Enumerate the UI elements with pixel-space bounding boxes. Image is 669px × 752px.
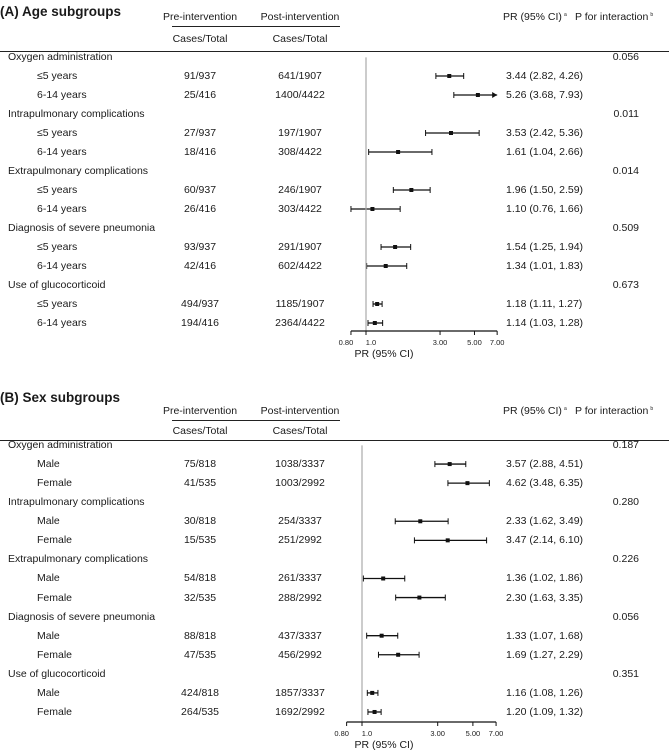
pr-ci-header [503, 405, 567, 417]
post-cases-total-text: 456/2992 [278, 648, 322, 661]
x-tick-label-text: 3.00 [432, 338, 448, 347]
point-estimate [465, 481, 469, 485]
p-interaction-header [575, 11, 653, 23]
pr-ci-text-text: 3.47 (2.14, 6.10) [506, 534, 584, 547]
p-interaction-value-text: 0.226 [612, 553, 639, 566]
point-estimate [446, 538, 450, 542]
group-label-text: Extrapulmonary complications [8, 553, 149, 566]
p-interaction-header-text: P for interaction [575, 11, 649, 23]
pre-cases-total [181, 298, 219, 310]
subgroup-label-text: ≤5 years [37, 127, 78, 139]
point-estimate [393, 245, 397, 249]
subgroup-label [37, 184, 77, 196]
subgroup-label [37, 706, 72, 718]
group-label-text: Oxygen administration [8, 439, 113, 451]
pr-ci-text [506, 687, 583, 699]
x-tick-label [433, 338, 448, 347]
footnote-marker: a [563, 12, 567, 18]
subgroup-label-text: ≤5 years [37, 184, 78, 196]
pre-cases-total [184, 477, 216, 489]
x-tick-label-text: 7.00 [488, 729, 504, 738]
pr-ci-text [506, 649, 583, 661]
pre-cases-total [184, 146, 216, 158]
x-tick-label [466, 729, 481, 738]
post-cases-total-text: 246/1907 [278, 184, 322, 196]
x-tick-label [339, 338, 354, 347]
p-interaction-value [614, 108, 640, 120]
pre-cases-total-text: 27/937 [183, 127, 217, 139]
post-cases-total-text: 2364/4422 [275, 317, 325, 329]
pr-ci-text-text: 1.18 (1.11, 1.27) [506, 298, 583, 310]
subgroup-label-text: Female [37, 534, 73, 547]
p-interaction-value-text: 0.014 [612, 165, 639, 177]
post-cases-total-text: 602/4422 [278, 260, 322, 272]
group-label-text: Oxygen administration [8, 51, 113, 63]
x-tick-label [362, 729, 372, 738]
subgroup-label-text: Male [37, 458, 60, 471]
pr-ci-text [506, 203, 583, 215]
post-cases-total [278, 572, 322, 584]
point-estimate [375, 302, 379, 306]
p-interaction-value [613, 439, 639, 451]
panel-title-text: (A) Age subgroups [0, 4, 121, 19]
pr-ci-text-text: 3.53 (2.42, 5.36) [506, 127, 584, 139]
group-label [8, 279, 105, 291]
pr-ci-text-text: 1.34 (1.01, 1.83) [506, 260, 584, 272]
pr-ci-text-text: 2.33 (1.62, 3.49) [506, 515, 584, 528]
x-axis-label [355, 348, 414, 360]
pr-ci-text [506, 298, 582, 310]
post-cases-total [276, 298, 325, 310]
subgroup-label-text: Male [37, 686, 60, 699]
subgroup-label-text: Female [37, 705, 73, 718]
pr-ci-text [506, 146, 583, 158]
pre-cases-total [184, 260, 216, 272]
pr-ci-text-text: 1.61 (1.04, 2.66) [506, 146, 584, 158]
pr-ci-text-text: 1.20 (1.09, 1.32) [506, 705, 584, 718]
group-label [8, 222, 155, 234]
x-tick-label-text: 0.80 [334, 729, 349, 738]
group-label [8, 611, 155, 623]
p-interaction-value [613, 279, 639, 291]
x-tick-label [490, 338, 505, 347]
subgroup-label [37, 572, 60, 584]
pre-cases-total [181, 706, 219, 718]
post-cases-total-text: 254/3337 [278, 515, 322, 528]
pre-cases-total [184, 534, 216, 546]
point-estimate [370, 691, 374, 695]
point-estimate [373, 710, 377, 714]
pr-ci-text-text: 1.36 (1.02, 1.86) [506, 572, 584, 585]
pr-ci-text [506, 592, 583, 604]
point-estimate [381, 576, 385, 580]
column-group-underline [172, 420, 340, 421]
pre-cases-total-text: 42/416 [183, 260, 217, 272]
subgroup-label-text: Male [37, 629, 60, 642]
pre-intervention-header-text: Pre-intervention [162, 405, 238, 417]
pre-cases-total [184, 458, 216, 470]
pr-ci-text-text: 4.62 (3.48, 6.35) [506, 477, 584, 490]
post-cases-total-header [273, 425, 328, 437]
pre-cases-total-text: 54/818 [183, 572, 217, 585]
subgroup-label-text: 6-14 years [37, 317, 87, 329]
pre-cases-total-text: 93/937 [183, 241, 217, 253]
post-cases-total [275, 706, 325, 718]
pre-intervention-header [163, 405, 237, 417]
pr-ci-text-text: 1.10 (0.76, 1.66) [506, 203, 584, 215]
post-cases-total [278, 127, 322, 139]
pr-ci-text [506, 260, 583, 272]
p-interaction-value [613, 553, 639, 565]
pr-ci-text-text: 3.57 (2.88, 4.51) [506, 458, 584, 471]
post-cases-total-header-text: Cases/Total [272, 425, 328, 437]
post-cases-total-text: 1400/4422 [275, 89, 325, 101]
group-label [8, 496, 145, 508]
pre-cases-total-text: 194/416 [181, 317, 219, 329]
pre-cases-total-text: 32/535 [183, 591, 217, 604]
post-cases-total-text: 1857/3337 [275, 686, 325, 699]
post-intervention-header [261, 11, 340, 23]
post-cases-total-text: 197/1907 [278, 127, 322, 139]
subgroup-label [37, 146, 87, 158]
x-tick-label [334, 729, 349, 738]
post-cases-total-text: 303/4422 [278, 203, 322, 215]
pre-cases-total-text: 91/937 [183, 70, 217, 82]
post-cases-total-text: 261/3337 [278, 572, 322, 585]
pre-cases-total [184, 649, 216, 661]
subgroup-label [37, 89, 87, 101]
p-interaction-header-text: P for interaction [575, 405, 649, 417]
p-interaction-header [575, 405, 653, 417]
subgroup-label [37, 298, 77, 310]
p-interaction-value-text: 0.056 [612, 610, 639, 623]
subgroup-label-text: Female [37, 477, 73, 490]
pr-ci-text-text: 1.33 (1.07, 1.68) [506, 629, 584, 642]
subgroup-label-text: 6-14 years [37, 260, 87, 272]
p-interaction-value [613, 611, 639, 623]
pre-cases-total [181, 687, 219, 699]
subgroup-label [37, 630, 60, 642]
pre-cases-total-text: 264/535 [181, 705, 219, 718]
group-label [8, 165, 148, 177]
subgroup-label-text: Female [37, 591, 73, 604]
pr-ci-text [506, 630, 583, 642]
subgroup-label [37, 241, 77, 253]
post-cases-total [278, 146, 322, 158]
x-tick-label-text: 5.00 [467, 338, 482, 347]
point-estimate [373, 321, 377, 325]
x-axis-label-text: PR (95% CI) [354, 739, 414, 751]
p-interaction-value-text: 0.280 [612, 496, 639, 509]
x-tick-label-text: 1.0 [361, 729, 373, 738]
pr-ci-text-text: 1.14 (1.03, 1.28) [506, 317, 584, 329]
post-cases-total [278, 515, 322, 527]
pre-cases-total-header [173, 33, 228, 45]
subgroup-label-text: ≤5 years [37, 241, 78, 253]
pre-cases-total-text: 60/937 [183, 184, 217, 196]
pre-cases-total-text: 41/535 [183, 477, 217, 490]
post-intervention-header [261, 405, 340, 417]
pre-cases-total [184, 70, 216, 82]
pre-cases-total [184, 89, 216, 101]
x-tick-label [489, 729, 504, 738]
pr-ci-text [506, 515, 583, 527]
panel-title [0, 4, 121, 19]
post-cases-total [278, 592, 322, 604]
post-cases-total-header-text: Cases/Total [272, 33, 328, 45]
pr-ci-text-text: 1.54 (1.25, 1.94) [506, 241, 584, 253]
point-estimate [417, 596, 421, 600]
point-estimate [449, 131, 453, 135]
subgroup-label [37, 203, 87, 215]
subgroup-label [37, 260, 87, 272]
point-estimate [380, 634, 384, 638]
p-interaction-value-text: 0.056 [612, 51, 639, 63]
pr-ci-text-text: 5.26 (3.68, 7.93) [506, 89, 584, 101]
group-label-text: Intrapulmonary complications [8, 496, 145, 509]
pre-cases-total-header-text: Cases/Total [172, 33, 228, 45]
pr-ci-text-text: 1.69 (1.27, 2.29) [506, 648, 584, 661]
point-estimate [396, 653, 400, 657]
pre-cases-total [184, 515, 216, 527]
pre-cases-total [181, 317, 219, 329]
post-cases-total-text: 1185/1907 [275, 298, 325, 310]
subgroup-label-text: 6-14 years [37, 203, 87, 215]
post-cases-total [278, 260, 322, 272]
subgroup-label-text: 6-14 years [37, 89, 87, 101]
panel-title [0, 390, 120, 405]
post-intervention-header-text: Post-intervention [260, 405, 340, 417]
subgroup-label [37, 534, 72, 546]
subgroup-label [37, 592, 72, 604]
pre-cases-total [184, 630, 216, 642]
pre-cases-total [184, 184, 216, 196]
x-tick-label-text: 1.0 [365, 338, 377, 347]
p-interaction-value [613, 165, 639, 177]
x-tick-label-text: 0.80 [338, 338, 354, 347]
subgroup-label-text: Female [37, 648, 73, 661]
pre-cases-total [184, 572, 216, 584]
x-axis-label [355, 739, 414, 751]
pr-ci-text [506, 70, 583, 82]
post-cases-total-header [273, 33, 328, 45]
pre-cases-total-header [173, 425, 228, 437]
point-estimate [447, 74, 451, 78]
pre-cases-total-text: 26/416 [183, 203, 217, 215]
pre-intervention-header-text: Pre-intervention [162, 11, 238, 23]
point-estimate [409, 188, 413, 192]
footnote-marker: b [650, 12, 654, 18]
pr-ci-text [506, 241, 583, 253]
post-cases-total-text: 251/2992 [278, 534, 322, 547]
pre-cases-total-header-text: Cases/Total [172, 425, 228, 437]
subgroup-label [37, 458, 60, 470]
subgroup-label [37, 515, 60, 527]
post-cases-total-text: 1003/2992 [275, 477, 325, 490]
p-interaction-value-text: 0.673 [612, 279, 639, 291]
group-label-text: Diagnosis of severe pneumonia [8, 610, 156, 623]
post-cases-total-text: 308/4422 [278, 146, 322, 158]
pr-ci-text [506, 706, 583, 718]
pr-ci-header-text: PR (95% CI) [503, 405, 562, 417]
group-label-text: Use of glucocorticoid [8, 667, 106, 680]
pre-cases-total [184, 592, 216, 604]
panel-title-text: (B) Sex subgroups [0, 390, 121, 405]
pre-cases-total-text: 88/818 [183, 629, 217, 642]
group-label-text: Extrapulmonary complications [8, 165, 149, 177]
pr-ci-text-text: 1.96 (1.50, 2.59) [506, 184, 584, 196]
x-tick-label-text: 5.00 [465, 729, 481, 738]
pre-cases-total-text: 75/818 [183, 458, 217, 471]
post-cases-total [275, 458, 325, 470]
subgroup-label [37, 127, 77, 139]
p-interaction-value [613, 496, 639, 508]
post-cases-total [278, 630, 322, 642]
p-interaction-value-text: 0.011 [613, 108, 639, 120]
ci-arrow [492, 92, 497, 98]
pr-ci-text [506, 534, 583, 546]
group-label-text: Diagnosis of severe pneumonia [8, 222, 156, 234]
pr-ci-header-text: PR (95% CI) [503, 11, 562, 23]
p-interaction-value [613, 51, 639, 63]
point-estimate [448, 462, 452, 466]
pr-ci-text-text: 3.44 (2.82, 4.26) [506, 70, 584, 82]
post-cases-total [278, 184, 322, 196]
group-label-text: Intrapulmonary complications [8, 108, 145, 120]
pr-ci-text [506, 458, 583, 470]
pre-intervention-header [163, 11, 237, 23]
pre-cases-total-text: 25/416 [183, 89, 217, 101]
p-interaction-value-text: 0.351 [612, 667, 639, 680]
footnote-marker: a [563, 406, 567, 412]
pre-cases-total [184, 203, 216, 215]
pr-ci-text [506, 127, 583, 139]
point-estimate [370, 207, 374, 211]
subgroup-label [37, 317, 87, 329]
pre-cases-total-text: 424/818 [181, 686, 219, 699]
post-cases-total-text: 641/1907 [278, 70, 322, 82]
subgroup-label-text: ≤5 years [37, 298, 78, 310]
x-tick-label [467, 338, 482, 347]
pre-cases-total [184, 127, 216, 139]
subgroup-label-text: ≤5 years [37, 70, 78, 82]
x-tick-label-text: 3.00 [430, 729, 445, 738]
post-cases-total [278, 241, 322, 253]
post-cases-total [278, 534, 322, 546]
point-estimate [396, 150, 400, 154]
group-label-text: Use of glucocorticoid [8, 279, 106, 291]
pre-cases-total-text: 15/535 [183, 534, 217, 547]
x-tick-label [430, 729, 445, 738]
post-cases-total [278, 203, 322, 215]
pr-ci-text [506, 477, 583, 489]
point-estimate [418, 519, 422, 523]
pre-cases-total-text: 47/535 [183, 648, 217, 661]
pre-cases-total-text: 30/818 [183, 515, 217, 528]
post-cases-total-text: 1692/2992 [275, 705, 325, 718]
post-intervention-header-text: Post-intervention [260, 11, 340, 23]
post-cases-total [275, 477, 325, 489]
point-estimate [384, 264, 388, 268]
group-label [8, 51, 112, 63]
pre-cases-total-text: 18/416 [183, 146, 217, 158]
p-interaction-value [613, 222, 639, 234]
group-label [8, 553, 148, 565]
post-cases-total [278, 649, 322, 661]
pr-ci-header [503, 11, 567, 23]
pr-ci-text-text: 2.30 (1.63, 3.35) [506, 591, 584, 604]
pr-ci-text [506, 317, 583, 329]
post-cases-total-text: 288/2992 [278, 591, 322, 604]
subgroup-label [37, 70, 77, 82]
subgroup-label-text: Male [37, 572, 60, 585]
footnote-marker: b [650, 406, 654, 412]
pr-ci-text-text: 1.16 (1.08, 1.26) [506, 686, 584, 699]
x-tick-label [366, 338, 376, 347]
pr-ci-text [506, 184, 583, 196]
post-cases-total-text: 1038/3337 [275, 458, 325, 471]
group-label [8, 439, 112, 451]
post-cases-total [275, 687, 325, 699]
post-cases-total-text: 291/1907 [278, 241, 322, 253]
p-interaction-value-text: 0.509 [612, 222, 639, 234]
post-cases-total [275, 89, 325, 101]
pr-ci-text [506, 89, 583, 101]
post-cases-total [278, 70, 322, 82]
x-tick-label-text: 7.00 [489, 338, 505, 347]
subgroup-label-text: 6-14 years [37, 146, 87, 158]
group-label [8, 668, 105, 680]
column-group-underline [172, 26, 340, 27]
point-estimate [476, 93, 480, 97]
post-cases-total-text: 437/3337 [278, 629, 322, 642]
subgroup-label [37, 477, 72, 489]
x-axis-label-text: PR (95% CI) [354, 348, 414, 360]
pre-cases-total [184, 241, 216, 253]
pr-ci-text [506, 572, 583, 584]
post-cases-total [275, 317, 325, 329]
group-label [8, 108, 145, 120]
subgroup-label [37, 649, 72, 661]
pre-cases-total-text: 494/937 [181, 298, 219, 310]
subgroup-label [37, 687, 60, 699]
p-interaction-value-text: 0.187 [612, 439, 639, 451]
subgroup-label-text: Male [37, 515, 60, 528]
p-interaction-value [613, 668, 639, 680]
